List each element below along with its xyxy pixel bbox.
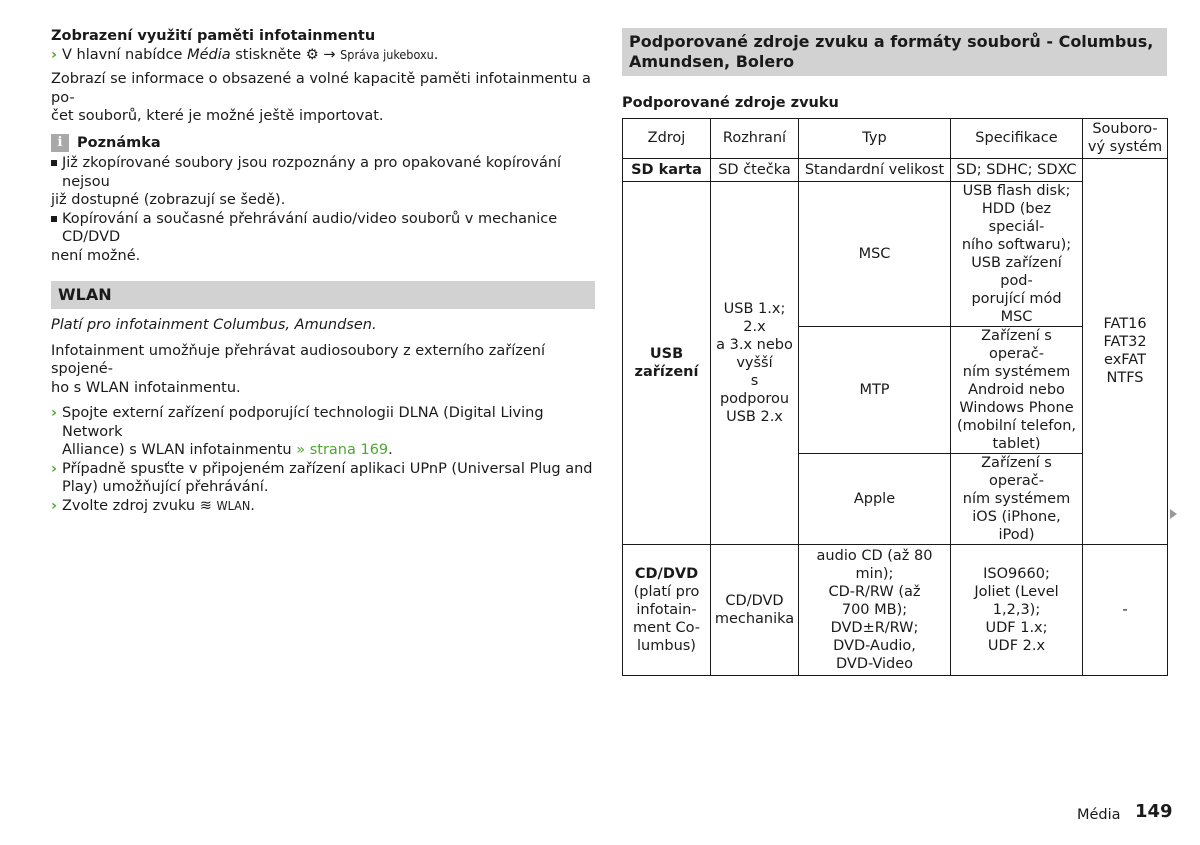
- step-text: .: [388, 442, 393, 458]
- cell-line: USB 2.x: [726, 408, 783, 425]
- cell-line: zařízení: [634, 363, 699, 380]
- cell-line: USB zařízení pod-: [971, 254, 1062, 289]
- footer-section-name: Média: [1077, 807, 1121, 823]
- cell-type: Standardní velikost: [799, 158, 951, 181]
- note-header: [51, 134, 595, 153]
- table-header-row: [623, 118, 1168, 158]
- continue-arrow-icon: [1170, 509, 1177, 519]
- wlan-description: [51, 342, 595, 398]
- fs-line: exFAT: [1104, 352, 1146, 368]
- note-line: není možné.: [51, 247, 141, 264]
- right-column: [622, 28, 1167, 676]
- cell-line: USB flash disk;: [962, 182, 1071, 199]
- cell-line: iOS (iPhone, iPod): [972, 508, 1061, 543]
- step-arrow-icon: ›: [51, 405, 57, 421]
- cell-line: UDF 2.x: [987, 637, 1046, 654]
- cell-line: CD-R/RW (až: [828, 583, 921, 600]
- step-text: .: [433, 46, 439, 63]
- paragraph-line: čet souborů, které je možné ještě importovat.: [51, 108, 384, 124]
- wlan-step-1: [51, 404, 595, 460]
- wifi-icon: ≋: [199, 497, 212, 514]
- note-title: Poznámka: [77, 134, 161, 151]
- note-item: [51, 210, 595, 266]
- cell-line: porující mód MSC: [971, 290, 1062, 325]
- header-source: Zdroj: [623, 118, 711, 158]
- cell-line: ment Co-: [632, 619, 701, 636]
- wlan-validity: Platí pro infotainment Columbus, Amundsen.: [51, 317, 377, 333]
- fs-line: FAT16: [1103, 316, 1147, 332]
- cell-line: s podporou: [719, 372, 790, 407]
- step-arrow-icon: ›: [51, 460, 57, 477]
- wlan-step-3: [51, 497, 595, 516]
- audio-sources-section-title: [622, 28, 1167, 76]
- cell-line: Joliet (Level 1,2,3);: [974, 583, 1059, 618]
- cell-line: ním systémem: [962, 363, 1071, 380]
- cell-file-systems: [1083, 158, 1168, 544]
- step-text: .: [250, 497, 255, 514]
- cell-line: min);: [855, 565, 894, 582]
- supported-sources-table: [622, 118, 1168, 676]
- step-text: Zvolte zdroj zvuku: [62, 497, 200, 514]
- section-title-line: Amundsen, Bolero: [629, 52, 795, 71]
- note-item: [51, 154, 595, 210]
- step-text: [62, 441, 595, 460]
- cell-interface: [711, 544, 799, 675]
- cell-line: USB 1.x; 2.x: [723, 300, 786, 335]
- table-row-sd: [623, 158, 1168, 181]
- header-line: vý systém: [1087, 139, 1163, 155]
- table-caption: Podporované zdroje zvuku: [622, 95, 839, 111]
- cell-line: 700 MB);: [841, 601, 908, 618]
- cell-spec: [951, 326, 1083, 453]
- cell-line: DVD-Video: [835, 655, 913, 672]
- step-arrow-icon: ›: [51, 497, 57, 514]
- header-line: Souboro-: [1092, 121, 1158, 137]
- cell-line: HDD (bez speciál-: [981, 200, 1052, 235]
- header-file-system: [1083, 118, 1168, 158]
- cell-type: Apple: [799, 453, 951, 544]
- memory-usage-step: [51, 46, 595, 65]
- cell-line: CD/DVD: [634, 565, 699, 582]
- wlan-step-2: [51, 460, 595, 497]
- cell-line: lumbus): [637, 637, 696, 654]
- cell-spec: SD; SDHC; SDXC: [951, 158, 1083, 181]
- cell-line: Android nebo: [968, 381, 1065, 398]
- memory-usage-title: Zobrazení využití paměti infotainmentu: [51, 28, 376, 44]
- wlan-section-title: WLAN: [51, 281, 595, 309]
- cell-line: tablet): [992, 435, 1041, 452]
- cell-spec: [951, 453, 1083, 544]
- header-type: Typ: [799, 118, 951, 158]
- header-specification: Specifikace: [951, 118, 1083, 158]
- cell-type: MTP: [799, 326, 951, 453]
- cell-source: [623, 181, 711, 544]
- cell-spec: [951, 544, 1083, 675]
- memory-usage-description: [51, 70, 595, 126]
- cell-line: USB: [649, 345, 684, 362]
- step-text: V hlavní nabídce: [62, 46, 188, 63]
- step-text: stiskněte: [230, 46, 306, 63]
- cell-source: SD karta: [623, 158, 711, 181]
- cell-line: DVD-Audio,: [833, 637, 916, 654]
- paragraph-line: Zobrazí se informace o obsazené a volné kapacitě paměti infotainmentu a po-: [51, 71, 591, 106]
- paragraph-line: Infotainment umožňuje přehrávat audiosoubory z externího zařízení spojené-: [51, 342, 545, 377]
- wlan-menu-item: WLAN: [216, 497, 251, 513]
- menu-name: Média: [187, 46, 231, 63]
- cell-file-system: -: [1083, 544, 1168, 675]
- cell-line: infotain-: [636, 601, 697, 618]
- cell-line: Zařízení s operač-: [981, 327, 1052, 362]
- page-reference-link[interactable]: » strana 169: [296, 442, 389, 458]
- cell-interface: SD čtečka: [711, 158, 799, 181]
- cell-type: [799, 544, 951, 675]
- step-text: Play) umožňující přehrávání.: [62, 479, 269, 495]
- cell-line: CD/DVD: [725, 592, 784, 609]
- cell-line: ním systémem: [962, 490, 1071, 507]
- cell-line: ISO9660;: [983, 565, 1050, 582]
- jukebox-menu-item: Správa jukeboxu: [340, 46, 434, 62]
- cell-line: DVD±R/RW;: [830, 619, 919, 636]
- cell-line: (mobilní telefon,: [956, 417, 1077, 434]
- cell-line: audio CD (až 80: [816, 547, 933, 564]
- cell-source: [623, 544, 711, 675]
- step-arrow-icon: ›: [51, 46, 57, 63]
- left-column: [51, 27, 595, 515]
- fs-line: NTFS: [1106, 370, 1144, 386]
- cell-type: MSC: [799, 181, 951, 326]
- note-line: Kopírování a současné přehrávání audio/video souborů v mechanice CD/DVD: [51, 210, 595, 247]
- cell-line: (platí pro: [633, 583, 700, 600]
- cell-line: Windows Phone: [959, 399, 1074, 416]
- paragraph-line: ho s WLAN infotainmentu.: [51, 379, 241, 396]
- header-interface: Rozhraní: [711, 118, 799, 158]
- fs-line: FAT32: [1103, 334, 1147, 350]
- info-icon: i: [51, 134, 69, 152]
- cell-spec: [951, 181, 1083, 326]
- note-line: již dostupné (zobrazují se šedě).: [51, 192, 286, 208]
- step-text: Spojte externí zařízení podporující technologii DLNA (Digital Living Network: [62, 405, 544, 440]
- cell-line: a 3.x nebo: [716, 336, 793, 353]
- cell-line: Zařízení s operač-: [981, 454, 1052, 489]
- step-text: Případně spusťte v připojeném zařízení aplikaci UPnP (Universal Plug and: [62, 460, 593, 477]
- step-arrow: →: [318, 46, 341, 63]
- cell-line: UDF 1.x;: [985, 619, 1048, 636]
- step-text: Alliance) s WLAN infotainmentu: [62, 442, 297, 458]
- section-title-line: Podporované zdroje zvuku a formáty souborů - Columbus,: [629, 32, 1154, 51]
- note-line: Již zkopírované soubory jsou rozpoznány a pro opakované kopírování nejsou: [51, 154, 595, 191]
- cell-interface: [711, 181, 799, 544]
- settings-icon: ⚙: [305, 46, 319, 63]
- table-row-cd-dvd: [623, 544, 1168, 675]
- cell-line: mechanika: [714, 610, 795, 627]
- cell-line: vyšší: [736, 354, 773, 371]
- cell-line: ního softwaru);: [961, 236, 1072, 253]
- page-number: 149: [1135, 801, 1173, 822]
